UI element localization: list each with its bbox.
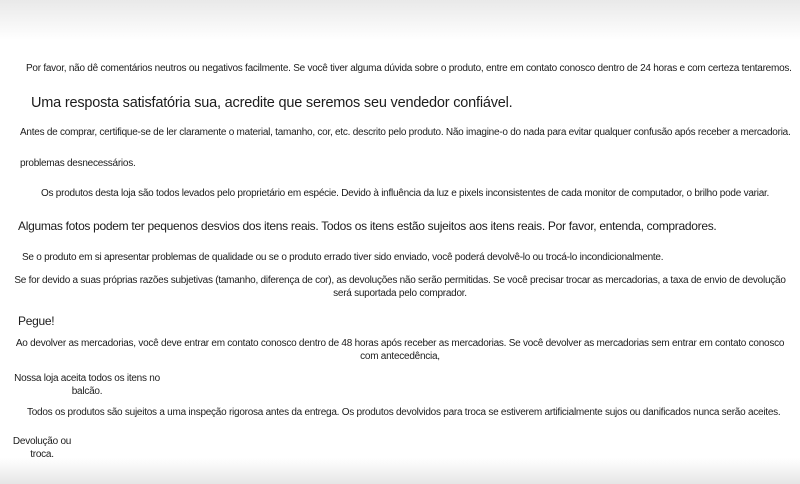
note-photo-brightness: Os produtos desta loja são todos levados pelo proprietário em espécie. Devido à influência da luz e pixels inconsistentes de cada monitor de computador, o brilho pode variar. [41, 188, 770, 199]
note-read-before-buying: Antes de comprar, certifique-se de ler claramente o material, tamanho, cor, etc. descrito pelo produto. Não imagine-o do nada para evitar qualquer confusão após receber a mercadoria. [20, 127, 791, 138]
note-return-contact: Ao devolver as mercadorias, você deve entrar em contato conosco dentro de 48 horas após receber as mercadorias. Se você devolver as mercadorias sem entrar em contato conosco com antecedência, [15, 338, 785, 362]
top-shade [0, 0, 800, 40]
note-photo-deviation: Algumas fotos podem ter pequenos desvios dos itens reais. Todos os itens estão sujeitos aos itens reais. Por favor, entenda, compradores. [18, 219, 717, 233]
note-quality-return: Se o produto em si apresentar problemas de qualidade ou se o produto errado tiver sido enviado, você poderá devolvê-lo ou trocá-lo incondicionalmente. [22, 252, 664, 263]
note-return-exchange: Devolução ou troca. [12, 436, 72, 460]
note-subjective-return: Se for devido a suas próprias razões subjetivas (tamanho, diferença de cor), as devoluções não serão permitidas. Se você precisar trocar as mercadorias, a taxa de envio de devolução será suportada pelo comprador. [14, 275, 786, 299]
note-trusted-seller: Uma resposta satisfatória sua, acredite que seremos seu vendedor confiável. [31, 95, 513, 111]
note-inspection: Todos os produtos são sujeitos a uma inspeção rigorosa antes da entrega. Os produtos devolvidos para troca se estiverem artificialmente sujos ou danificados nunca serão aceites. [27, 407, 781, 418]
note-pegue: Pegue! [18, 314, 55, 328]
note-feedback: Por favor, não dê comentários neutros ou negativos facilmente. Se você tiver alguma dúvida sobre o produto, entre em contato conosco dentro de 24 horas e com certeza tentaremos. [26, 63, 792, 74]
bottom-shade [0, 458, 800, 484]
note-accepts-items: Nossa loja aceita todos os itens no balcão. [14, 373, 160, 397]
note-unnecessary-problems: problemas desnecessários. [20, 158, 136, 169]
